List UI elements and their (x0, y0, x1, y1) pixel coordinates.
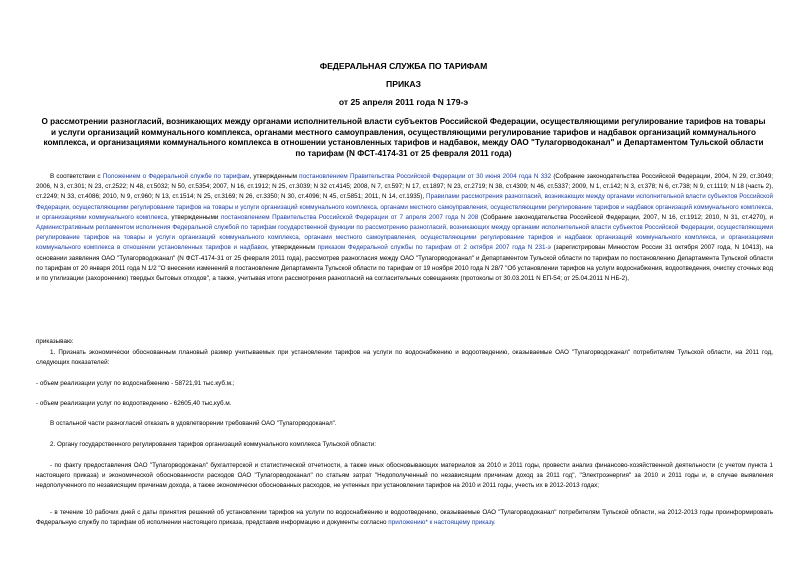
clause-2-text: 2. Органу государственного регулирования тарифов организаций коммунального комплекса Тульской области: (50, 441, 377, 448)
intro-text-1: В соответствии с (50, 173, 103, 180)
clause-1-text: 1. Признать экономически обоснованным плановый размер учитываемых при установлении тарифов на услуги по водоснабжению и водоотведению, оказываемые ОАО "Тулагорводоканал" потребителям Тульской области, на 2011 год, следующих показателей: (36, 349, 773, 367)
bullet-inform-text-2: * к настоящему приказу. (425, 519, 496, 527)
doc-date: от 25 апреля 2011 года N 179-э (338, 97, 469, 107)
link-gov-resolution-332[interactable]: постановлением Правительства Российской Федерации от 30 июня 2004 года N 332 (299, 173, 552, 180)
link-fst-regulation[interactable]: Положением о Федеральной службе по тарифам (102, 173, 250, 180)
bullet-wastewater: - объем реализации услуг по водоотведению - 62605,40 тыс.куб.м. (36, 400, 232, 407)
link-fst-order-231[interactable]: приказом Федеральной службы по тарифам от 2 октября 2007 года N 231-э (317, 244, 551, 252)
intro-text-4: , утвержденными (167, 213, 221, 221)
link-appendix[interactable]: приложению (388, 519, 426, 527)
link-disagreement-rules[interactable]: Правилами рассмотрения разногласий, возникающих между органами исполнительной власти субъектов Российской Федерации, осуществляющими регулирование тарифов на товары и услуги организаций коммунального комплекса, органами местного самоуправления, осуществляющими регулирование тарифов и надбавок организаций коммунального комплекса, и организациями коммунального комплекса (36, 193, 773, 221)
clause-1 (36, 348, 773, 368)
order-word: приказываю: (36, 338, 74, 345)
bullet-analysis (36, 461, 773, 492)
bullet-inform-text-1: - в течение 10 рабочих дней с даты принятия решений об установлении тарифов на услуги по водоснабжению и водоотведению, оказываемые ОАО "Тулагорводоканал" потребителям Тульской области, на 2012-2013 годы проинформировать Федеральную службу по тарифам об исполнении настоящего приказа, представив информацию и документы согласно (36, 509, 773, 527)
clause-2 (36, 440, 773, 450)
bullet-analysis-text: - по факту предоставления ОАО "Тулагорводоканал" бухгалтерской и статистической отчетности, а также иных обосновывающих материалов за 2010 и 2011 годы, провести анализ финансово-хозяйственной деятельности (с учетом пункта 1 настоящего приказа) и экономической обоснованности расходов ОАО "Тулагорводоканал" по статьям затрат "Недополученный по независящим причинам доход за 2011 год", "Электроэнергия" за 2010 и 2011 годы и, в случае выявления недополученного по независящим причинам дохода, а также экономически обоснованных расходов, не учтенных при установлении тарифов на 2010 и 2011 годы, учесть их в 2012-2013 годах; (36, 462, 773, 490)
intro-paragraph (36, 172, 773, 284)
bullet-water-supply: - объем реализации услуг по водоснабжению - 58721,91 тыс.куб.м.; (36, 380, 235, 387)
clause-rest-text: В остальной части разногласий отказать в удовлетворении требований ОАО "Тулагорводоканал". (50, 420, 337, 427)
link-admin-regulation[interactable]: Административным регламентом исполнения Федеральной службой по тарифам государственной функции по рассмотрению разногласий, возникающих между органами исполнительной власти субъектов Российской Федерации, осуществляющими регулирование тарифов на товары и услуги организаций коммунального комплекса, органами местного самоуправления, осуществляющими регулирование тарифов и надбавок организаций коммунального комплекса, и организациями коммунального комплекса в отношении установленных тарифов и надбавок (36, 224, 773, 252)
bullet-inform (36, 508, 773, 528)
intro-text-2: , утвержденным (249, 173, 300, 180)
agency-name: ФЕДЕРАЛЬНАЯ СЛУЖБА ПО ТАРИФАМ (319, 61, 488, 71)
intro-text-3: (Собрание законодательства Российской Федерации, 2004, N 29, ст.3049; 2006, N 3, ст.301; N 23, ст.2522; N 48, ст.5032; N 50, ст.5354; 2007, N 16, ст.1912; N 25, ст.3039; N 32 ст.4145; 2008, N 7, ст.597; N 17, ст.1897; N 23, ст.2719; N 38, ст.4309; N 46, ст.5337; 2009, N 1, ст.142; N 3, ст.378; N 6, ст.738; N 9, ст.1119; N 18 (часть 2), ст.2249; N 33, ст.4086; 2010, N 9, ст.960; N 13, ст.1514; N 25, ст.3169; N 26, ст.3350; N 30, ст.4096; N 45, ст.5851; 2011, N 14, ст.1935), (36, 173, 773, 201)
doc-type: ПРИКАЗ (386, 79, 421, 89)
link-gov-resolution-208[interactable]: постановлением Правительства Российской Федерации от 7 апреля 2007 года N 208 (220, 213, 479, 221)
intro-text-7: (зарегистрирован Минюстом России 31 октября 2007 года, N 10413), на основании заявления ОАО "Тулагорводоканал" (N ФСТ-4174-31 от 25 февраля 2011 года), рассмотрев разногласия между ОАО "Тулагорводоканал" и Департаментом Тульской области по тарифам по постановлению Департамента Тульской области по тарифам от 20 января 2011 года N 1/2 "О внесении изменений в постановление Департамента Тульской области по тарифам от 19 ноября 2010 года N 28/7 "Об установлении тарифов на услуги водоснабжения, водоотведения, очистку сточных вод и по утилизации (захоронению) твердых бытовых отходов", а также, учитывая итоги рассмотрения разногласий на согласительных совещаниях (протоколы от 30.03.2011 N ЕП-54; от 25.04.2011 N НБ-2), (36, 244, 773, 283)
clause-rest (36, 419, 773, 429)
intro-text-5: (Собрание законодательства Российской Федерации, 2007, N 16, ст.1912; 2010, N 31, ст.4270), и (478, 213, 773, 221)
intro-text-6: , утвержденным (266, 244, 318, 252)
doc-title: О рассмотрении разногласий, возникающих между органами исполнительной власти субъектов Российской Федерации, осуществляющими регулирование тарифов на товары и услуги организаций коммунального комплекса, органами местного самоуправления, осуществляющими регулирование тарифов и надбавок организаций коммунального комплекса, и организациями коммунального комплекса в отношении установленных тарифов и надбавок, между ОАО "Тулагорводоканал" и Департаментом Тульской области по тарифам (N ФСТ-4174-31 от 25 февраля 2011 года) (41, 117, 766, 158)
